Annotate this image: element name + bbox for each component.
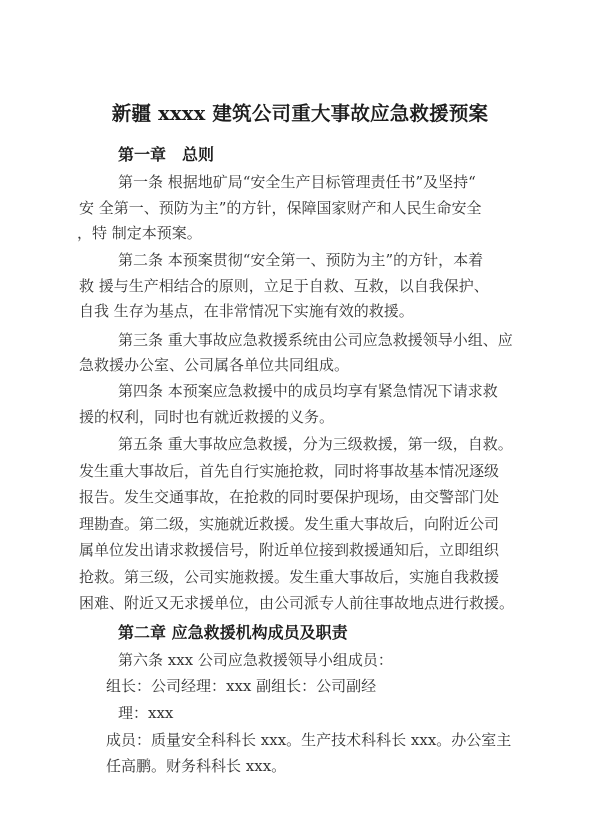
article-5-line-7: 困难、附近又无求援单位，由公司派专人前往事故地点进行救援。 — [79, 594, 515, 612]
article-6-line-2: 组长：公司经理：xxx 副组长：公司副经 — [106, 677, 377, 695]
article-5-line-6: 抢救。第三级，公司实施救援。发生重大事故后，实施自我救援 — [79, 568, 500, 586]
article-6-line-4: 成员：质量安全科科长 xxx。生产技术科科长 xxx。办公室主 — [106, 731, 512, 749]
article-6-line-3: 理：xxx — [118, 704, 174, 722]
article-5-line-4: 理勘查。第二级，实施就近救援。发生重大事故后，向附近公司 — [79, 515, 500, 533]
article-3-line-2: 急救援办公室、公司属各单位共同组成。 — [79, 356, 350, 374]
article-5-line-2: 发生重大事故后，首先自行实施抢救，同时将事故基本情况逐级 — [79, 462, 500, 480]
article-3-line-1: 第三条 重大事故应急救援系统由公司应急救援领导小组、应 — [118, 331, 513, 349]
article-4-line-1: 第四条 本预案应急救援中的成员均享有紧急情况下请求救 — [118, 382, 498, 400]
article-5-line-5: 属单位发出请求救援信号，附近单位接到救援通知后，立即组织 — [79, 541, 500, 559]
article-5-line-3: 报告。发生交通事故，在抢救的同时要保护现场，由交警部门处 — [79, 488, 500, 506]
article-1-line-3: ，特 制定本预案。 — [77, 224, 202, 242]
article-1-line-1: 第一条 根据地矿局“安全生产目标管理责任书”及坚持“ — [118, 173, 476, 191]
chapter-2-heading: 第二章 应急救援机构成员及职责 — [118, 623, 348, 642]
article-2-line-1: 第二条 本预案贯彻“安全第一、预防为主”的方针，本着 — [118, 251, 484, 269]
article-4-line-2: 援的权利，同时也有就近救援的义务。 — [79, 408, 335, 426]
chapter-1-heading: 第一章 总则 — [118, 145, 215, 164]
article-2-line-3: 自我 生存为基点，在非常情况下实施有效的救援。 — [79, 302, 414, 320]
article-6-line-1: 第六条 xxx 公司应急救援领导小组成员： — [118, 651, 393, 669]
article-5-line-1: 第五条 重大事故应急救援，分为三级救援，第一级，自救。 — [118, 435, 513, 453]
article-1-line-2: 安 全第一、预防为主”的方针，保障国家财产和人民生命安全 — [79, 199, 482, 217]
document-title: 新疆 xxxx 建筑公司重大事故应急救援预案 — [111, 102, 489, 125]
article-6-line-5: 任高鹏。财务科科长 xxx。 — [106, 757, 287, 775]
article-2-line-2: 救 援与生产相结合的原则，立足于自救、互救，以自我保护、 — [79, 277, 489, 295]
